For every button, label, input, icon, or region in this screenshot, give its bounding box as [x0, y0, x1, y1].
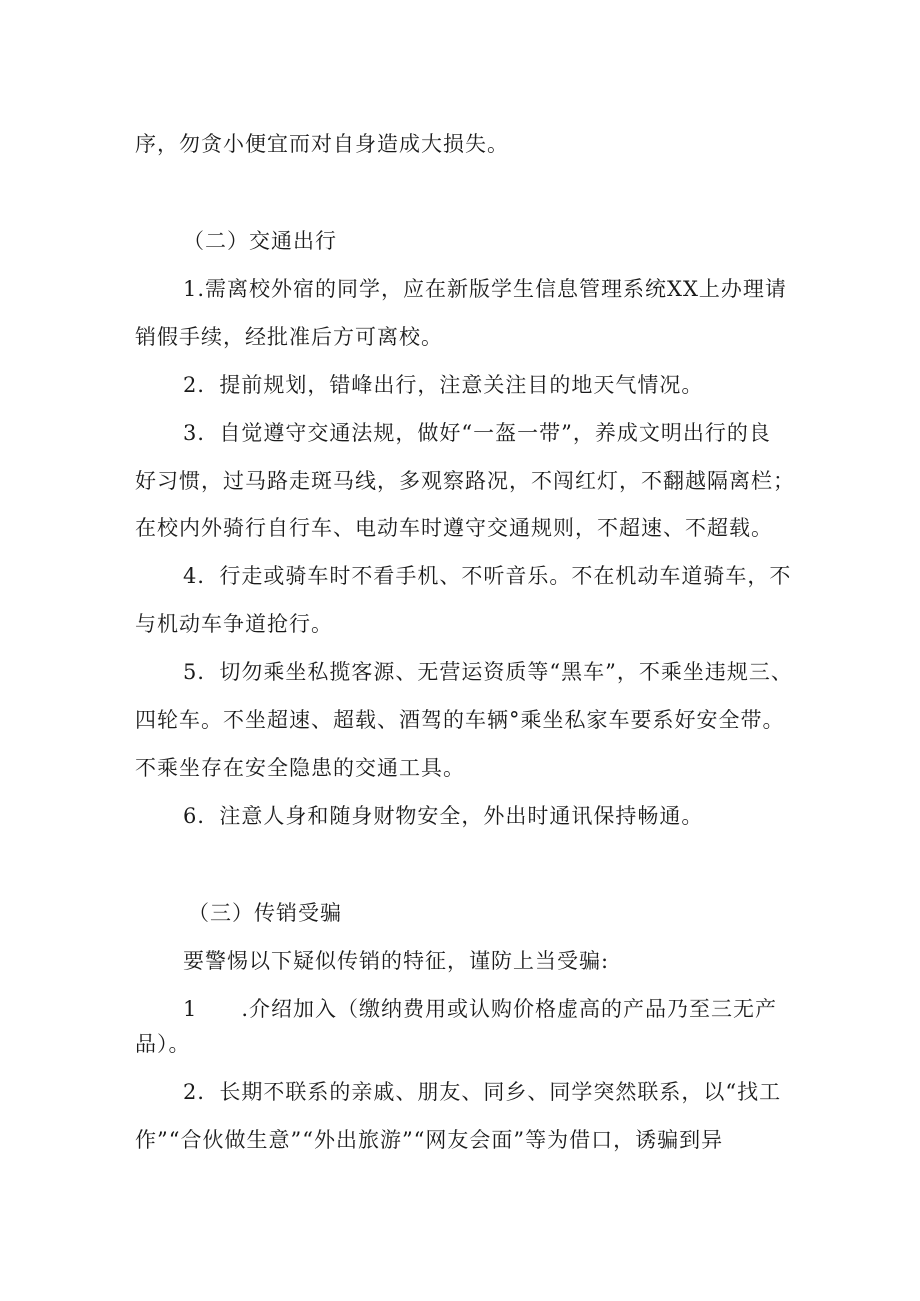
- fraud-item-2-line-2: 作”“合伙做生意”“外出旅游”“网友会面”等为借口，诱骗到异: [135, 1128, 724, 1152]
- section-heading-fraud: （三）传销受骗: [188, 901, 342, 925]
- traffic-item-2-line-1: 2．提前规划，错峰出行，注意关注目的地天气情况。: [183, 373, 704, 397]
- continuation-text: 序，勿贪小便宜而对自身造成大损失。: [135, 132, 509, 156]
- traffic-item-4-line-2: 与机动车争道抢行。: [135, 612, 333, 636]
- traffic-item-6-line-1: 6．注意人身和随身财物安全，外出时通讯保持畅通。: [183, 804, 704, 828]
- traffic-item-1-line-2: 销假手续，经批准后方可离校。: [135, 325, 443, 349]
- fraud-item-1-line-1: 1 .介绍加入（缴纳费用或认购价格虚高的产品乃至三无产: [183, 997, 778, 1021]
- traffic-item-1-line-1: 1.需离校外宿的同学，应在新版学生信息管理系统XX上办理请: [183, 277, 787, 301]
- fraud-item-2-line-1: 2．长期不联系的亲戚、朋友、同乡、同学突然联系，以“找工: [183, 1080, 782, 1104]
- fraud-item-1-line-2: 品）。: [135, 1032, 191, 1056]
- traffic-item-3-line-1: 3．自觉遵守交通法规，做好“一盔一带”，养成文明出行的良: [183, 421, 771, 445]
- traffic-item-3-line-2: 好习惯，过马路走斑马线，多观察路况，不闯红灯，不翻越隔离栏；: [135, 469, 795, 493]
- traffic-item-3-line-3: 在校内外骑行自行车、电动车时遵守交通规则，不超速、不超载。: [135, 516, 773, 540]
- traffic-item-5-line-3: 不乘坐存在安全隐患的交通工具。: [135, 756, 465, 780]
- section-heading-traffic: （二）交通出行: [183, 229, 337, 253]
- traffic-item-5-line-1: 5．切勿乘坐私揽客源、无营运资质等“黑车”，不乘坐违规三、: [183, 660, 793, 684]
- traffic-item-4-line-1: 4．行走或骑车时不看手机、不听音乐。不在机动车道骑车，不: [183, 564, 792, 588]
- fraud-intro: 要警惕以下疑似传销的特征，谨防上当受骗:: [183, 949, 610, 973]
- traffic-item-5-line-2: 四轮车。不坐超速、超载、酒驾的车辆°乘坐私家车要系好安全带。: [135, 708, 785, 732]
